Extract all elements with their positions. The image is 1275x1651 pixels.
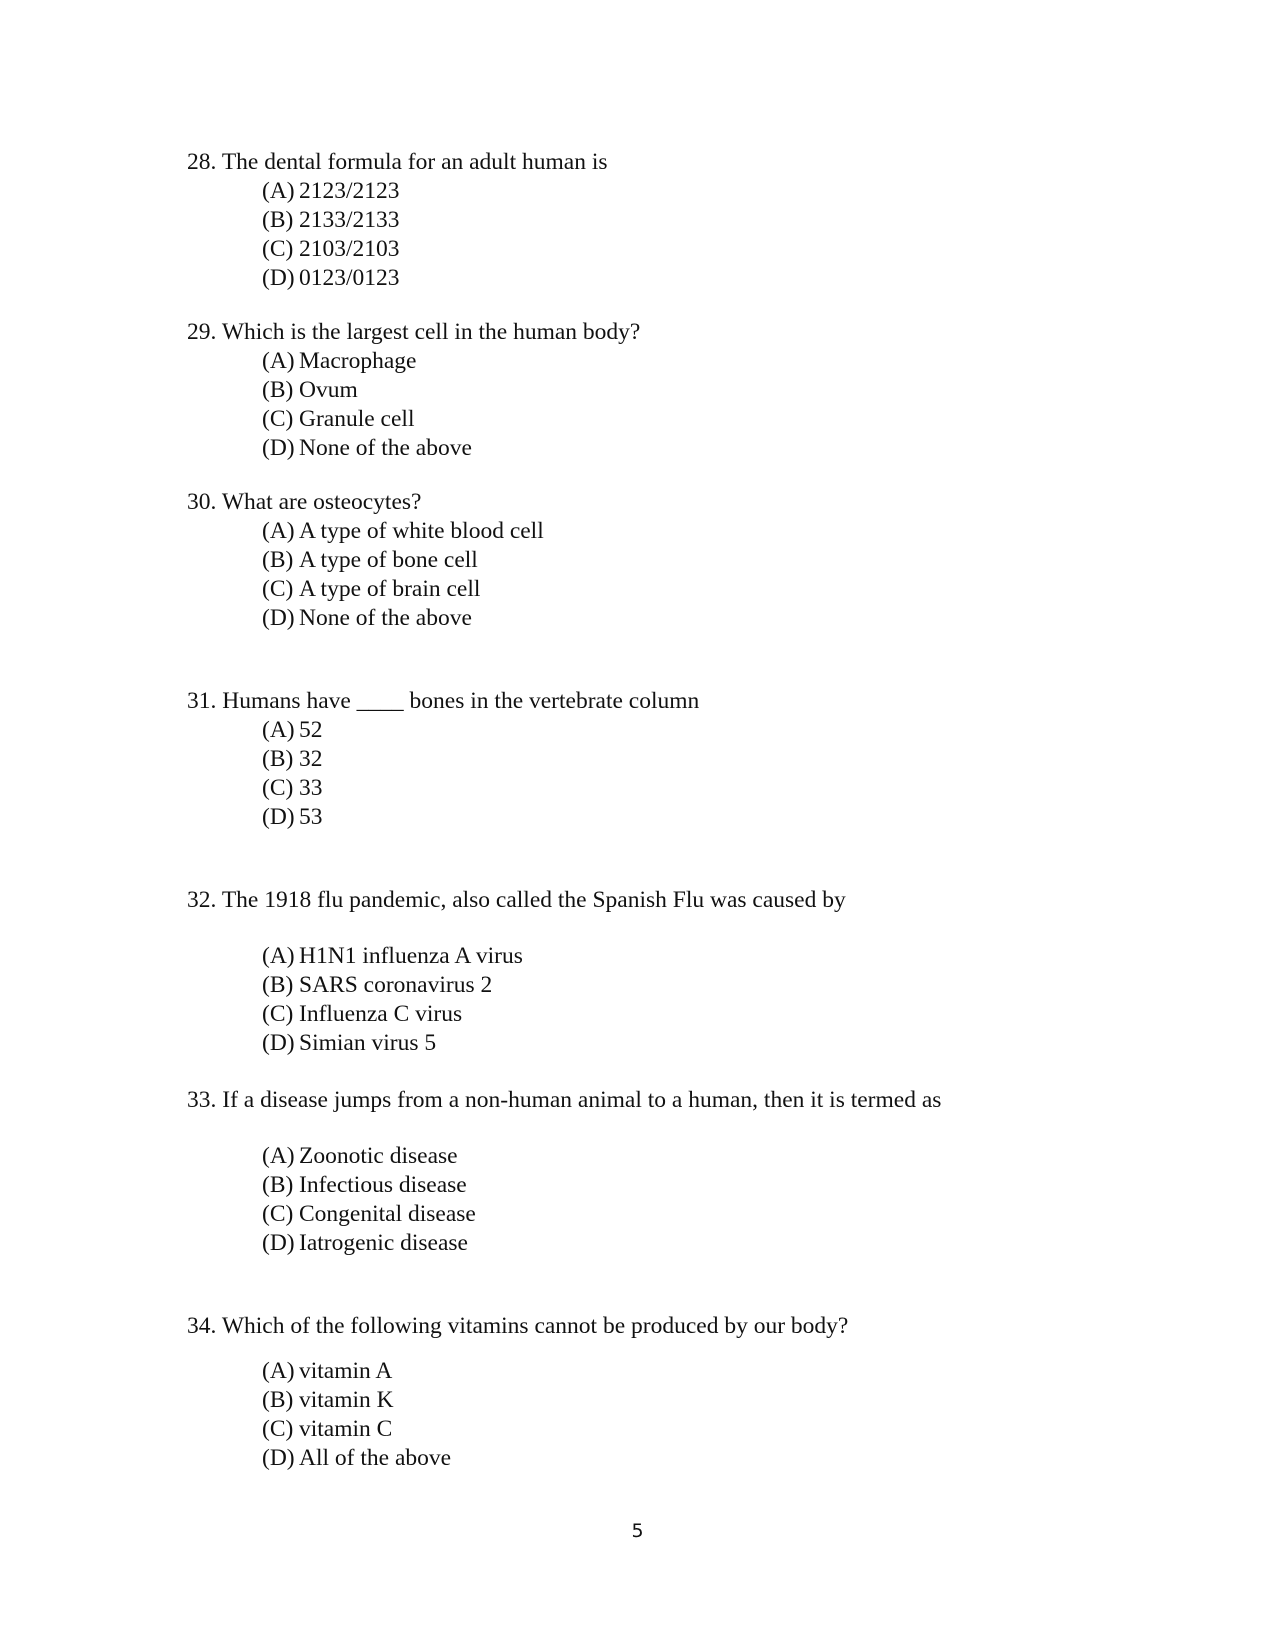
- option-text: vitamin K: [299, 1387, 394, 1413]
- option-a: [262, 716, 1087, 745]
- option-d: [262, 1444, 1087, 1473]
- option-c: [262, 1000, 1087, 1029]
- option-text: SARS coronavirus 2: [299, 972, 493, 998]
- option-b: [262, 971, 1087, 1000]
- option-c: [262, 1200, 1087, 1229]
- option-text: 2133/2133: [299, 207, 400, 233]
- option-text: Iatrogenic disease: [299, 1230, 468, 1256]
- option-d: [262, 434, 1087, 463]
- option-list: [262, 517, 1087, 633]
- option-letter: (D): [262, 1030, 295, 1056]
- option-letter: (D): [262, 265, 295, 291]
- option-text: 0123/0123: [299, 265, 400, 291]
- option-text: Influenza C virus: [299, 1001, 463, 1027]
- option-c: [262, 774, 1087, 803]
- option-letter: (C): [262, 1201, 294, 1227]
- option-letter: (C): [262, 775, 294, 801]
- option-letter: (A): [262, 178, 295, 204]
- option-text: 32: [299, 746, 323, 772]
- option-list: [262, 942, 1087, 1058]
- question-stem: 34. Which of the following vitamins cannot be produced by our body?: [187, 1313, 849, 1339]
- option-a: [262, 1142, 1087, 1171]
- question-stem: 28. The dental formula for an adult human is: [187, 149, 608, 175]
- option-text: Infectious disease: [299, 1172, 467, 1198]
- option-text: vitamin C: [299, 1416, 393, 1442]
- option-text: Congenital disease: [299, 1201, 476, 1227]
- option-letter: (A): [262, 1143, 295, 1169]
- option-letter: (C): [262, 576, 294, 602]
- option-letter: (D): [262, 1230, 295, 1256]
- option-c: [262, 235, 1087, 264]
- option-d: [262, 803, 1087, 832]
- question-32: [187, 886, 1087, 1058]
- option-b: [262, 206, 1087, 235]
- option-text: 53: [299, 804, 323, 830]
- option-c: [262, 575, 1087, 604]
- option-list: [262, 177, 1087, 293]
- option-b: [262, 546, 1087, 575]
- page-number: 5: [631, 1520, 644, 1542]
- option-letter: (B): [262, 1387, 294, 1413]
- option-letter: (B): [262, 1172, 294, 1198]
- option-text: Zoonotic disease: [299, 1143, 458, 1169]
- option-a: [262, 942, 1087, 971]
- option-b: [262, 745, 1087, 774]
- question-30: [187, 488, 1087, 633]
- question-stem: 30. What are osteocytes?: [187, 489, 422, 515]
- option-text: Ovum: [299, 377, 358, 403]
- option-letter: (A): [262, 717, 295, 743]
- option-d: [262, 1229, 1087, 1258]
- option-text: A type of white blood cell: [299, 518, 544, 544]
- option-letter: (D): [262, 1445, 295, 1471]
- question-stem: 32. The 1918 flu pandemic, also called the Spanish Flu was caused by: [187, 887, 846, 913]
- option-letter: (C): [262, 236, 294, 262]
- option-text: vitamin A: [299, 1358, 393, 1384]
- option-text: Granule cell: [299, 406, 415, 432]
- option-list: [262, 1142, 1087, 1258]
- option-letter: (B): [262, 746, 294, 772]
- option-c: [262, 405, 1087, 434]
- option-letter: (B): [262, 377, 294, 403]
- option-list: [262, 347, 1087, 463]
- option-a: [262, 347, 1087, 376]
- option-text: All of the above: [299, 1445, 452, 1471]
- question-28: [187, 148, 1087, 293]
- option-d: [262, 1029, 1087, 1058]
- question-stem: 33. If a disease jumps from a non-human animal to a human, then it is termed as: [187, 1087, 942, 1113]
- question-34: [187, 1312, 1087, 1473]
- option-letter: (C): [262, 406, 294, 432]
- option-a: [262, 517, 1087, 546]
- option-a: [262, 177, 1087, 206]
- option-letter: (C): [262, 1001, 294, 1027]
- option-text: Macrophage: [299, 348, 417, 374]
- option-list: [262, 1357, 1087, 1473]
- option-text: None of the above: [299, 605, 472, 631]
- option-b: [262, 376, 1087, 405]
- option-c: [262, 1415, 1087, 1444]
- option-text: 33: [299, 775, 323, 801]
- option-text: 2123/2123: [299, 178, 400, 204]
- option-text: A type of bone cell: [299, 547, 478, 573]
- option-letter: (A): [262, 943, 295, 969]
- question-33: [187, 1086, 1087, 1258]
- option-letter: (A): [262, 518, 295, 544]
- option-list: [262, 716, 1087, 832]
- option-b: [262, 1386, 1087, 1415]
- question-stem: 29. Which is the largest cell in the human body?: [187, 319, 641, 345]
- option-letter: (A): [262, 348, 295, 374]
- option-b: [262, 1171, 1087, 1200]
- option-letter: (D): [262, 435, 295, 461]
- option-text: 2103/2103: [299, 236, 400, 262]
- question-29: [187, 318, 1087, 463]
- option-letter: (B): [262, 972, 294, 998]
- option-letter: (B): [262, 547, 294, 573]
- option-text: H1N1 influenza A virus: [299, 943, 523, 969]
- option-letter: (D): [262, 605, 295, 631]
- option-letter: (D): [262, 804, 295, 830]
- option-letter: (A): [262, 1358, 295, 1384]
- option-text: A type of brain cell: [299, 576, 481, 602]
- option-d: [262, 604, 1087, 633]
- option-d: [262, 264, 1087, 293]
- option-letter: (C): [262, 1416, 294, 1442]
- option-a: [262, 1357, 1087, 1386]
- question-31: [187, 687, 1087, 832]
- option-text: None of the above: [299, 435, 472, 461]
- option-text: Simian virus 5: [299, 1030, 437, 1056]
- option-letter: (B): [262, 207, 294, 233]
- option-text: 52: [299, 717, 323, 743]
- question-stem: 31. Humans have ____ bones in the vertebrate column: [187, 688, 700, 714]
